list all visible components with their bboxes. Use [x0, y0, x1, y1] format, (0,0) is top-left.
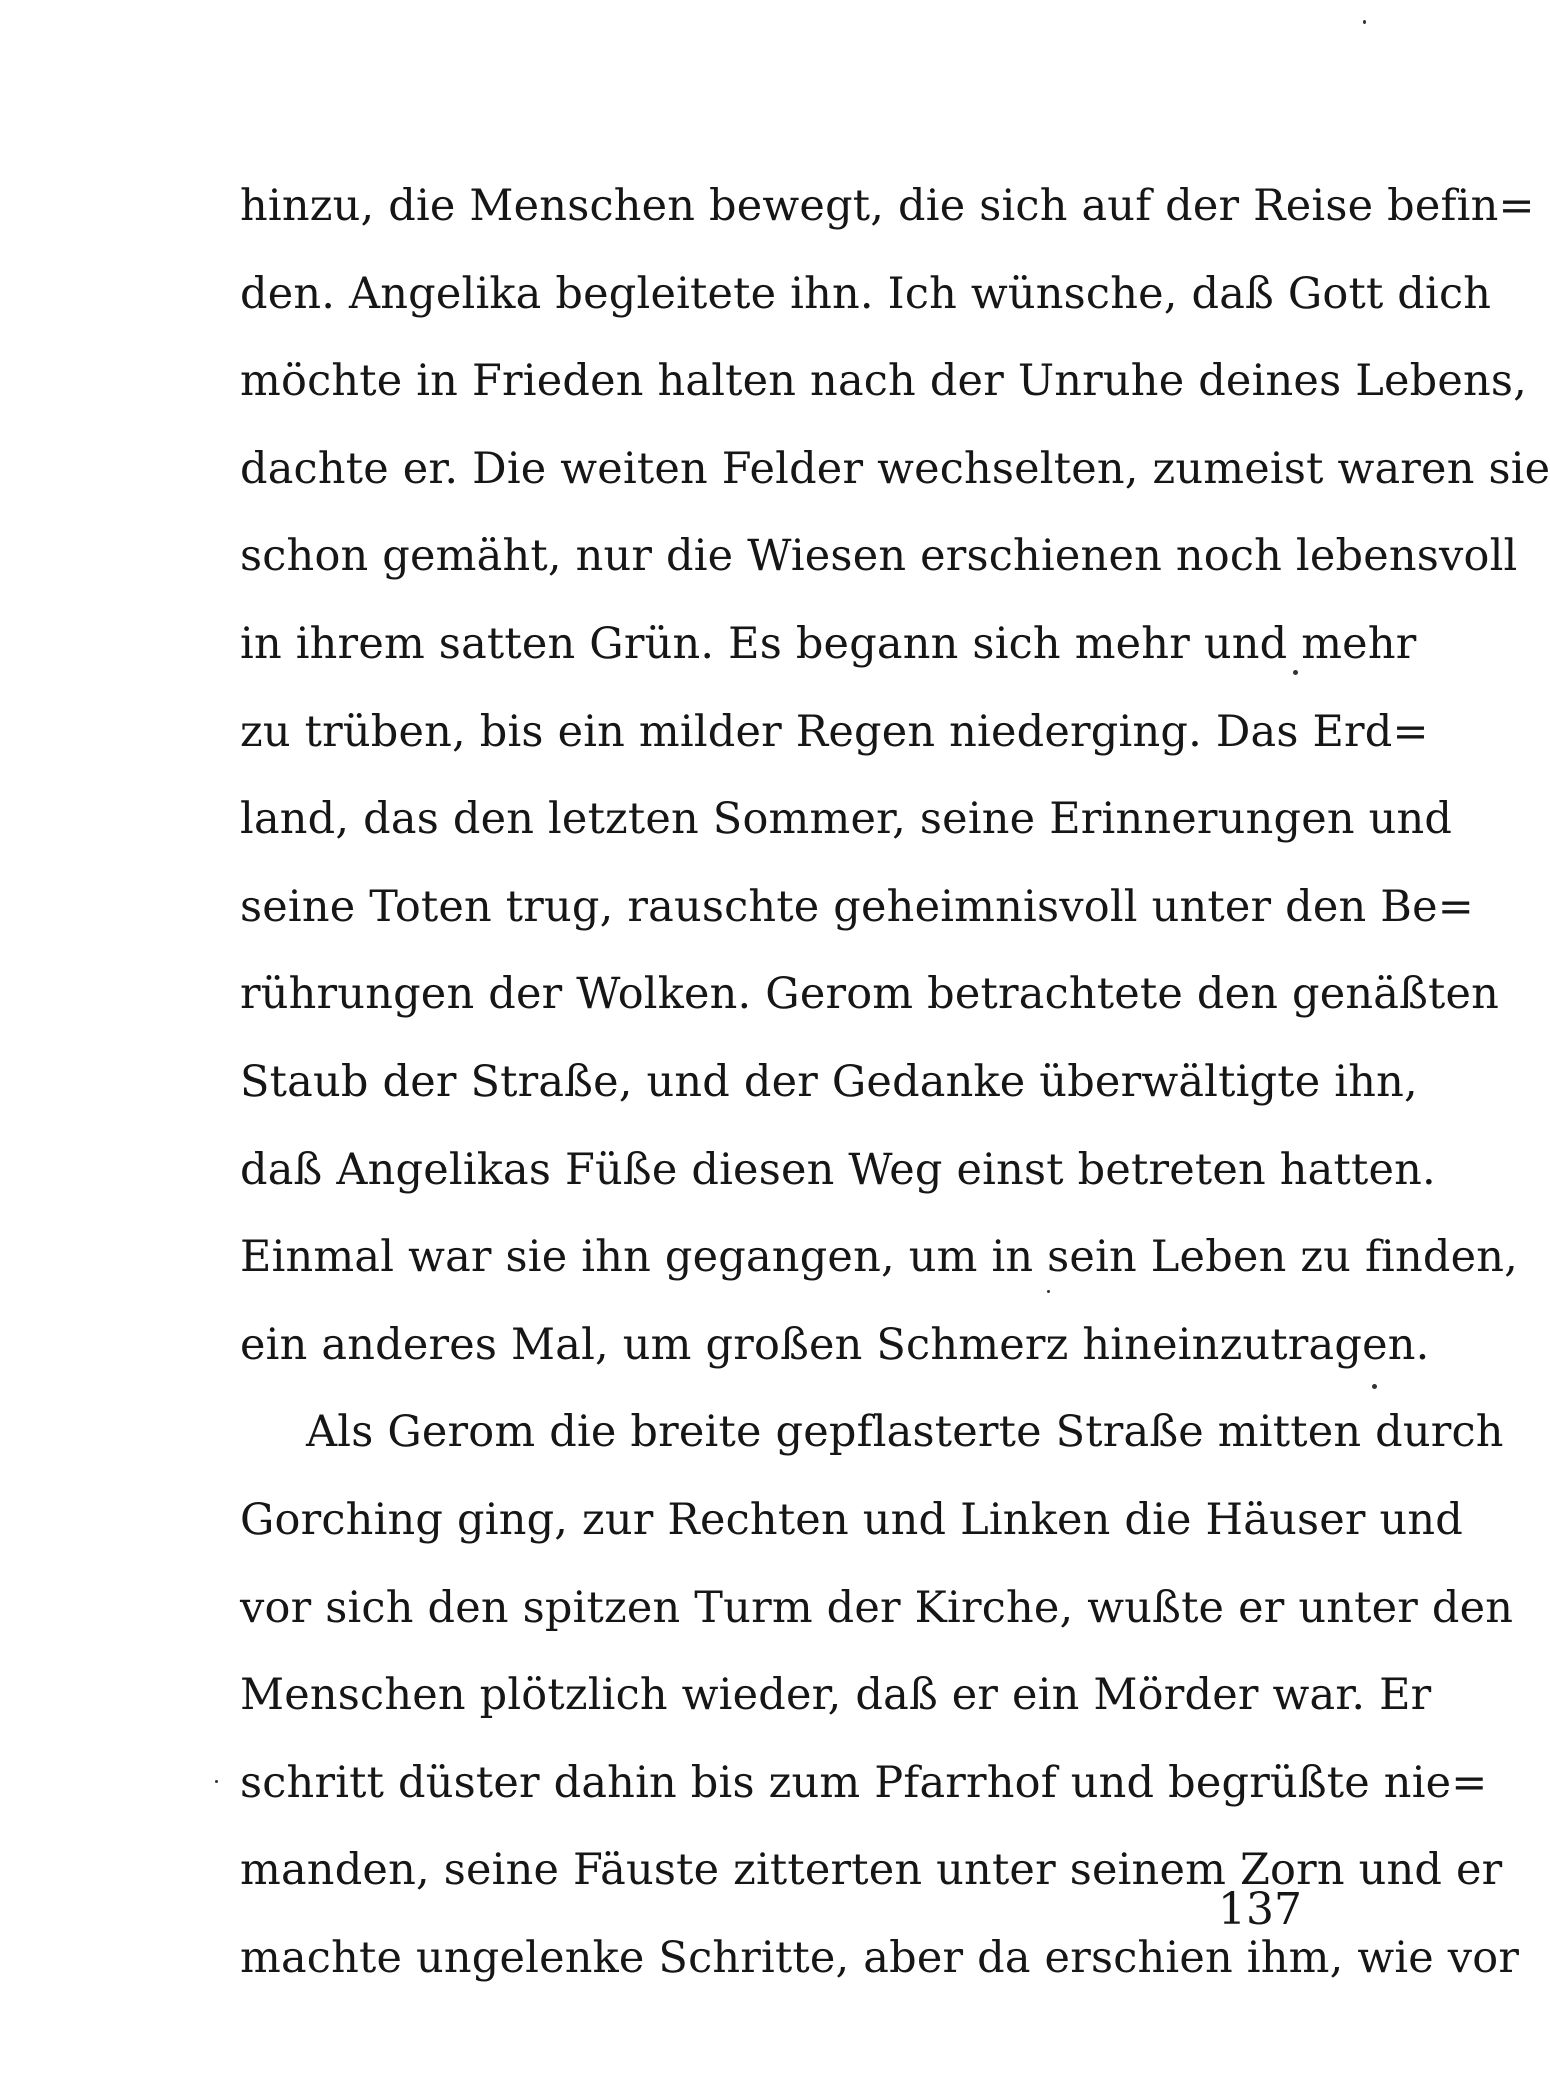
text-line: daß Angelikas Füße diesen Weg einst betreten hatten. — [240, 1144, 1436, 1195]
scan-speck — [1363, 20, 1366, 24]
text-line: schon gemäht, nur die Wiesen erschienen noch lebensvoll — [240, 531, 1518, 582]
page-number: 137 — [1218, 1884, 1302, 1935]
text-line: schritt düster dahin bis zum Pfarrhof und begrüßte nie= — [240, 1757, 1488, 1808]
text-line: den. Angelika begleitete ihn. Ich wünsche, daß Gott dich — [240, 268, 1492, 319]
scan-speck — [1047, 1290, 1050, 1293]
text-line: möchte in Frieden halten nach der Unruhe deines Lebens, — [240, 356, 1528, 407]
text-line: manden, seine Fäuste zitterten unter seinem Zorn und er — [240, 1845, 1503, 1896]
text-line: Einmal war sie ihn gegangen, um in sein Leben zu finden, — [240, 1232, 1519, 1283]
text-line: Staub der Straße, und der Gedanke überwältigte ihn, — [240, 1056, 1418, 1107]
scan-speck — [1293, 670, 1298, 675]
text-line: Gorching ging, zur Rechten und Linken die Häuser und — [240, 1494, 1464, 1545]
scan-speck — [215, 1780, 218, 1783]
body-text — [240, 163, 1550, 2002]
text-line: hinzu, die Menschen bewegt, die sich auf der Reise befin= — [240, 181, 1535, 231]
paragraph-first-line: Als Gerom die breite gepflasterte Straße mitten durch — [306, 1407, 1504, 1458]
text-line: ein anderes Mal, um großen Schmerz hineinzutragen. — [240, 1319, 1430, 1370]
text-line: rührungen der Wolken. Gerom betrachtete den genäßten — [240, 969, 1500, 1020]
text-line: machte ungelenke Schritte, aber da erschien ihm, wie vor — [240, 1932, 1520, 1983]
text-line: dachte er. Die weiten Felder wechselten, zumeist waren sie — [240, 443, 1550, 494]
scan-speck — [1372, 1384, 1377, 1389]
text-line: Menschen plötzlich wieder, daß er ein Mörder war. Er — [240, 1670, 1432, 1721]
text-line: zu trüben, bis ein milder Regen niederging. Das Erd= — [240, 706, 1429, 757]
text-line: vor sich den spitzen Turm der Kirche, wußte er unter den — [240, 1582, 1514, 1633]
text-line: seine Toten trug, rauschte geheimnisvoll unter den Be= — [240, 881, 1474, 932]
text-line: land, das den letzten Sommer, seine Erinnerungen und — [240, 794, 1453, 845]
text-line: in ihrem satten Grün. Es begann sich mehr und mehr — [240, 618, 1417, 669]
